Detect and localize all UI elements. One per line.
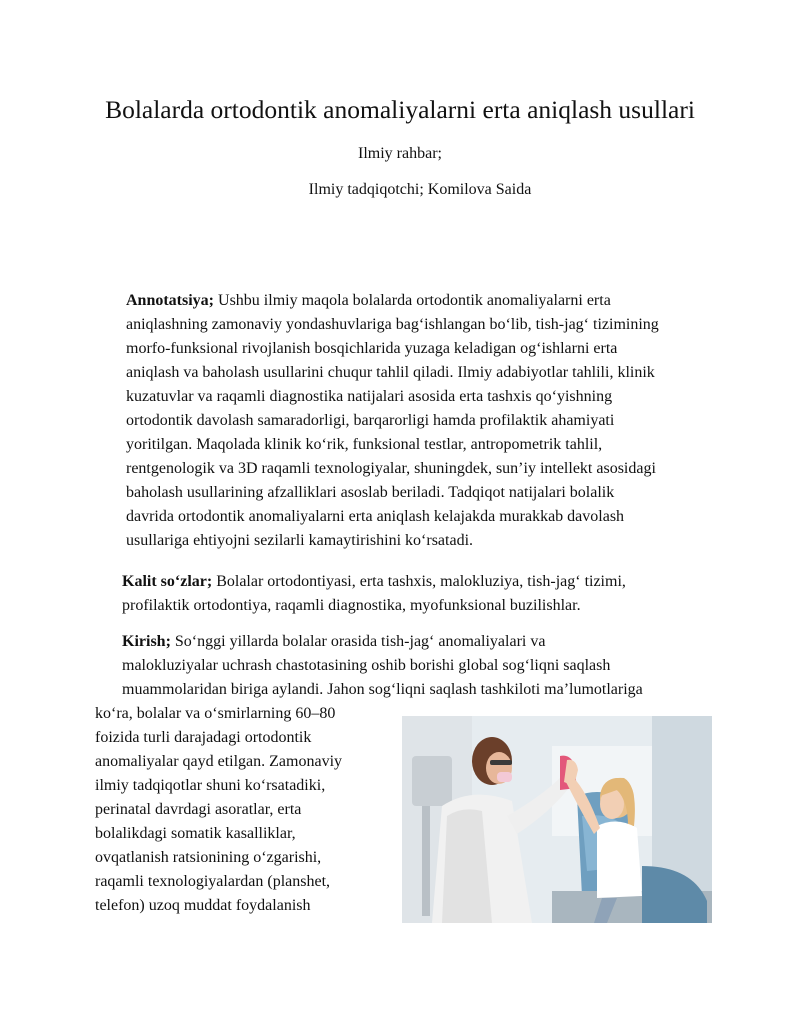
intro-line: telefon) uzoq muddat foydalanish xyxy=(95,897,311,914)
abstract-line-1: Annotatsiya; Ushbu ilmiy maqola bolalarda ortodontik anomaliyalarni erta xyxy=(126,292,611,309)
abstract-line: usullariga ehtiyojni sezilarli kamaytirishini ko‘rsatadi. xyxy=(126,532,474,549)
supervisor-line: Ilmiy rahbar; xyxy=(358,145,442,162)
intro-line: anomaliyalar qayd etilgan. Zamonaviy xyxy=(95,753,343,770)
abstract-line: ortodontik davolash samaradorligi, barqarorligi hamda profilaktik ahamiyati xyxy=(126,412,615,429)
keywords-paragraph xyxy=(95,570,710,618)
abstract-label: Annotatsiya; xyxy=(126,292,215,309)
intro-line: ko‘ra, bolalar va o‘smirlarning 60–80 xyxy=(95,705,336,722)
intro-line-1: Kirish; So‘nggi yillarda bolalar orasida tish-jag‘ anomaliyalari va xyxy=(122,633,546,650)
intro-line: ilmiy tadqiqotlar shuni ko‘rsatadiki, xyxy=(95,777,326,794)
intro-line: perinatal davrdagi asoratlar, erta xyxy=(95,801,302,818)
intro-label: Kirish; xyxy=(122,633,171,650)
intro-line: muammolaridan biriga aylandi. Jahon sog‘liqni saqlash tashkiloti ma’lumotlariga xyxy=(122,681,643,698)
intro-line: foizida turli darajadagi ortodontik xyxy=(95,729,312,746)
keywords-label: Kalit so‘zlar; xyxy=(122,573,213,590)
keywords-line-1: Kalit so‘zlar; Bolalar ortodontiyasi, erta tashxis, malokluziya, tish-jag‘ tizimi, xyxy=(122,573,626,590)
keywords-line: profilaktik ortodontiya, raqamli diagnostika, myofunksional buzilishlar. xyxy=(122,597,581,614)
intro-line: bolalikdagi somatik kasalliklar, xyxy=(95,825,296,842)
researcher-line: Ilmiy tadqiqotchi; Komilova Saida xyxy=(308,181,532,198)
abstract-line: baholash usullarining afzalliklari asoslab beriladi. Tadqiqot natijalari bolalik xyxy=(126,484,615,501)
intro-paragraph xyxy=(95,630,710,702)
abstract-line: kuzatuvlar va raqamli diagnostika natijalari asosida erta tashxis qo‘yishning xyxy=(126,388,613,405)
intro-line: raqamli texnologiyalardan (planshet, xyxy=(95,873,331,890)
dentist-child-photo xyxy=(402,716,712,923)
abstract-line: morfo-funksional rivojlanish bosqichlarida yuzaga keladigan og‘ishlarni erta xyxy=(126,340,618,357)
abstract-line: rentgenologik va 3D raqamli texnologiyalar, shuningdek, sun’iy intellekt asosidagi xyxy=(126,460,656,477)
abstract-line: aniqlash va baholash usullarini chuqur tahlil qiladi. Ilmiy adabiyotlar tahlili, klinik xyxy=(126,364,655,381)
photo-illustration xyxy=(402,716,712,923)
abstract-paragraph xyxy=(95,289,710,553)
intro-line: malokluziyalar uchrash chastotasining oshib borishi global sog‘liqni saqlash xyxy=(122,657,611,674)
intro-line: ovqatlanish ratsionining o‘zgarishi, xyxy=(95,849,322,866)
abstract-line: aniqlashning zamonaviy yondashuvlariga bag‘ishlangan bo‘lib, tish-jag‘ tizimining xyxy=(126,316,659,333)
intro-continuation xyxy=(95,702,395,918)
abstract-line: yoritilgan. Maqolada klinik ko‘rik, funksional testlar, antropometrik tahlil, xyxy=(126,436,603,453)
document-title: Bolalarda ortodontik anomaliyalarni erta aniqlash usullari xyxy=(105,95,695,124)
abstract-line: davrida ortodontik anomaliyalarni erta aniqlash kelajakda murakkab davolash xyxy=(126,508,625,525)
